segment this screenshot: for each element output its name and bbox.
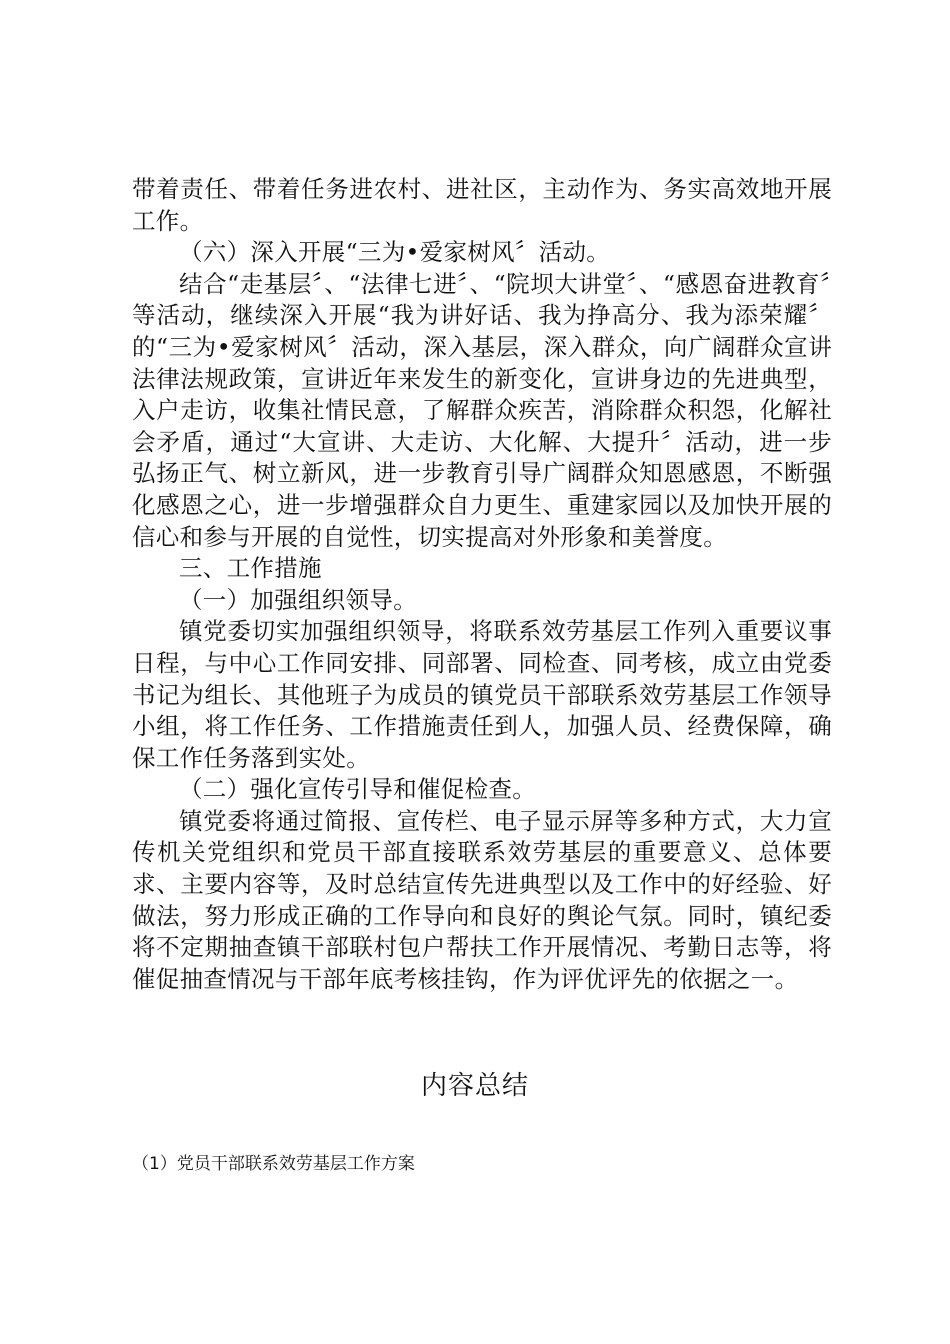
paragraph-publicity: 镇党委将通过简报、宣传栏、电子显示屏等多种方式，大力宣传机关党组织和党员干部直接联系效劳基层的重要意义、总体要求、主要内容等，及时总结宣传先进典型以及工作中的好经验、好做法，努力形成正确的工作导向和良好的舆论气氛。同时，镇纪委将不定期抽查镇干部联村包户帮扶工作开展情况、考勤日志等，将催促抽查情况与干部年底考核挂钩，作为评优评先的依据之一。: [132, 806, 832, 993]
section-heading-six: （六）深入开展“三为•爱家树风〞活动。: [179, 238, 611, 267]
summary-item: （1）党员干部联系效劳基层工作方案: [132, 1154, 415, 1174]
section-heading-measures: 三、工作措施: [179, 554, 322, 583]
section-heading-two: （二）强化宣传引导和催促检查。: [179, 775, 536, 804]
paragraph-activity: 结合“走基层〞、“法律七进〞、“院坝大讲堂〞、“感恩奋进教育〞等活动，继续深入开展“我为讲好话、我为挣高分、我为添荣耀〞的“三为•爱家树风〞活动，深入基层，深入群众，向广阔群众宣讲法律法规政策，宣讲近年来发生的新变化，宣讲身边的先进典型，入户走访，收集社情民意，了解群众疾苦，消除群众积怨，化解社会矛盾，通过“大宣讲、大走访、大化解、大提升〞活动，进一步弘扬正气、树立新风，进一步教育引导广阔群众知恩感恩，不断强化感恩之心，进一步增强群众自力更生、重建家园以及加快开展的信心和参与开展的自觉性，切实提高对外形象和美誉度。: [132, 269, 832, 551]
section-heading-one: （一）加强组织领导。: [179, 585, 417, 614]
paragraph-leadership: 镇党委切实加强组织领导，将联系效劳基层工作列入重要议事日程，与中心工作同安排、同部署、同检查、同考核，成立由党委书记为组长、其他班子为成员的镇党员干部联系效劳基层工作领导小组，将工作任务、工作措施责任到人，加强人员、经费保障，确保工作任务落到实处。: [132, 617, 832, 772]
summary-title: 内容总结: [420, 1071, 529, 1101]
paragraph-continuation: 带着责任、带着任务进农村、进社区，主动作为、务实高效地开展工作。: [132, 175, 832, 235]
document-body: [132, 174, 832, 995]
